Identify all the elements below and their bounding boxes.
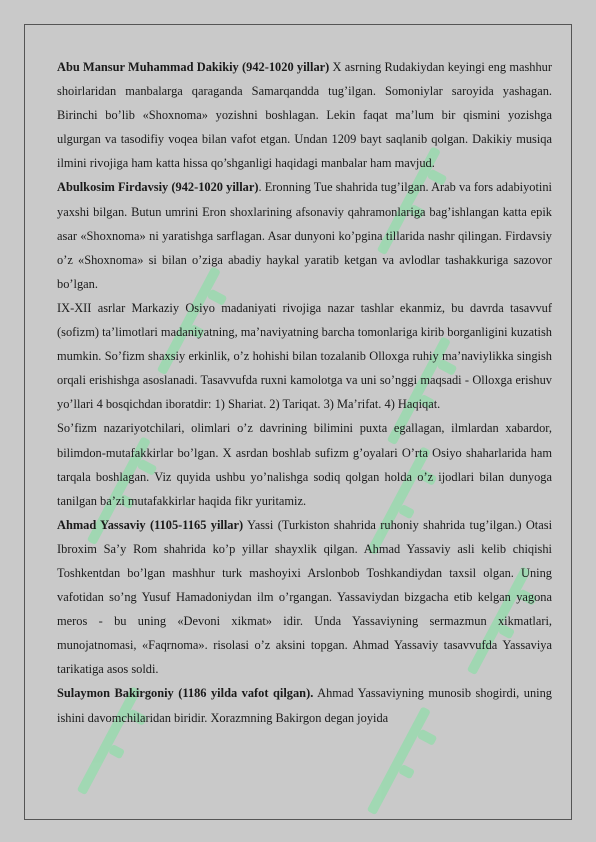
paragraph-firdavsiy	[57, 175, 552, 295]
paragraph-text: So’fizm nazariyotchilari, olimlari o’z davrining bilimini puxta egallagan, ilmlardan xabardor, bilimdon-mutafakkirlar bo’lgan. X asrdan boshlab sufizm g’oyalari O’rta Osiyo shaharlarida ham tarqala boshlagan. Viz quyida ushbu yo’nalishga sodiq qolgan holda o’z ijodlari bilan dunyoga tanilgan ba’zi mutafakkirlar haqida fikr yuritamiz.	[57, 421, 552, 508]
paragraph-text: Yassi (Turkiston shahrida ruhoniy shahrida tug’ilgan.) Otasi Ibroxim Sa’y Rom shahrida ko’p yillar shayxlik qilgan. Ahmad Yassaviy asli kelib chiqishi Toshkentdan bo’lgan mashhur turk mashoyixi Arslonbob Toshkandiydan taxsil olgan. Uning vafotidan so’ng Yusuf Hamadoniydan ilm o’rgangan. Yassaviydan bizgacha etib kelgan yagona meros - bu uning «Devoni xikmat» idir. Unda Yassaviyning sermazmun xikmatlari, munojatnomasi, «Faqrnoma». risolasi o’z aksini topgan. Ahmad Yassaviy tasavvufda Yassaviya tarikatiga asos soldi.	[57, 517, 553, 677]
paragraph-heading: Abulkosim Firdavsiy (942-1020 yillar)	[57, 180, 259, 195]
paragraph-heading: Abu Mansur Muhammad Dakikiy (942-1020 yillar)	[57, 60, 330, 74]
paragraph-text: IX-XII asrlar Markaziy Osiyo madaniyati rivojiga nazar tashlar ekanmiz, bu davrda tasavvuf (sofizm) ta’limotlari madaniyatning, ma’naviyatning barcha tomonlariga kirib borganligini kuzatish mumkin. So’fizm shaxsiy erkinlik, o’z hohishi bilan tozalanib Olloxga ruhiy ma’naviylikka singish orqali erishishga asoslanadi. Tasavvufda ruxni kamolotga va uni so’nggi maqsadi - Olloxga erishuv yo’llari 4 bosqichdan iboratdir: 1) Shariat. 2) Tariqat. 3) Ma’rifat. 4) Haqiqat.	[57, 300, 552, 412]
paragraph-text: Ahmad Yassaviyning munosib shogirdi, uning ishini davomchilaridan biridir. Xorazmning Bakirgon degan joyida	[57, 686, 553, 725]
paragraph-dakikiy	[57, 55, 552, 175]
document-page	[24, 24, 572, 820]
paragraph-tasavvuf	[57, 296, 552, 416]
paragraph-sufizm	[57, 416, 552, 512]
paragraph-heading: Ahmad Yassaviy (1105-1165 yillar)	[57, 517, 244, 532]
paragraph-text: X asrning Rudakiydan keyingi eng mashhur shoirlaridan manbalarga qaraganda Samarqandda tug’ilgan. Somoniylar saroyida yashagan. Birinchi bo’lib «Shoxnoma» yozishni boshlagan. Lekin faqat ma’lum bir qismini yozishga ulgurgan va tasodifiy voqea bilan vafot etgan. Undan 1209 bayt saqlanib qolgan. Dakikiy musiqa ilmini rivojiga ham katta hissa qo’shganligi haqidagi manbalar ham mavjud.	[57, 60, 552, 171]
paragraph-bakirgoniy	[57, 681, 552, 729]
document-body	[57, 55, 552, 730]
paragraph-text: . Eronning Tue shahrida tug’ilgan. Arab va fors adabiyotini yaxshi bilgan. Butun umrini Eron shoxlarining afsonaviy qahramonlariga bag’ishlangan katta epik asar «Shoxnoma» ni yaratishga sarflagan. Asar dunyoni ko’pgina tillarida nashr qilingan. Firdavsiy o’z «Shoxnoma» si bilan o’ziga abadiy haykal yaratib ketgan va avlodlar tashakkuriga sazovor bo’lgan.	[57, 180, 553, 291]
paragraph-yassaviy	[57, 513, 552, 682]
paragraph-heading: Sulaymon Bakirgoniy (1186 yilda vafot qilgan).	[57, 686, 314, 701]
